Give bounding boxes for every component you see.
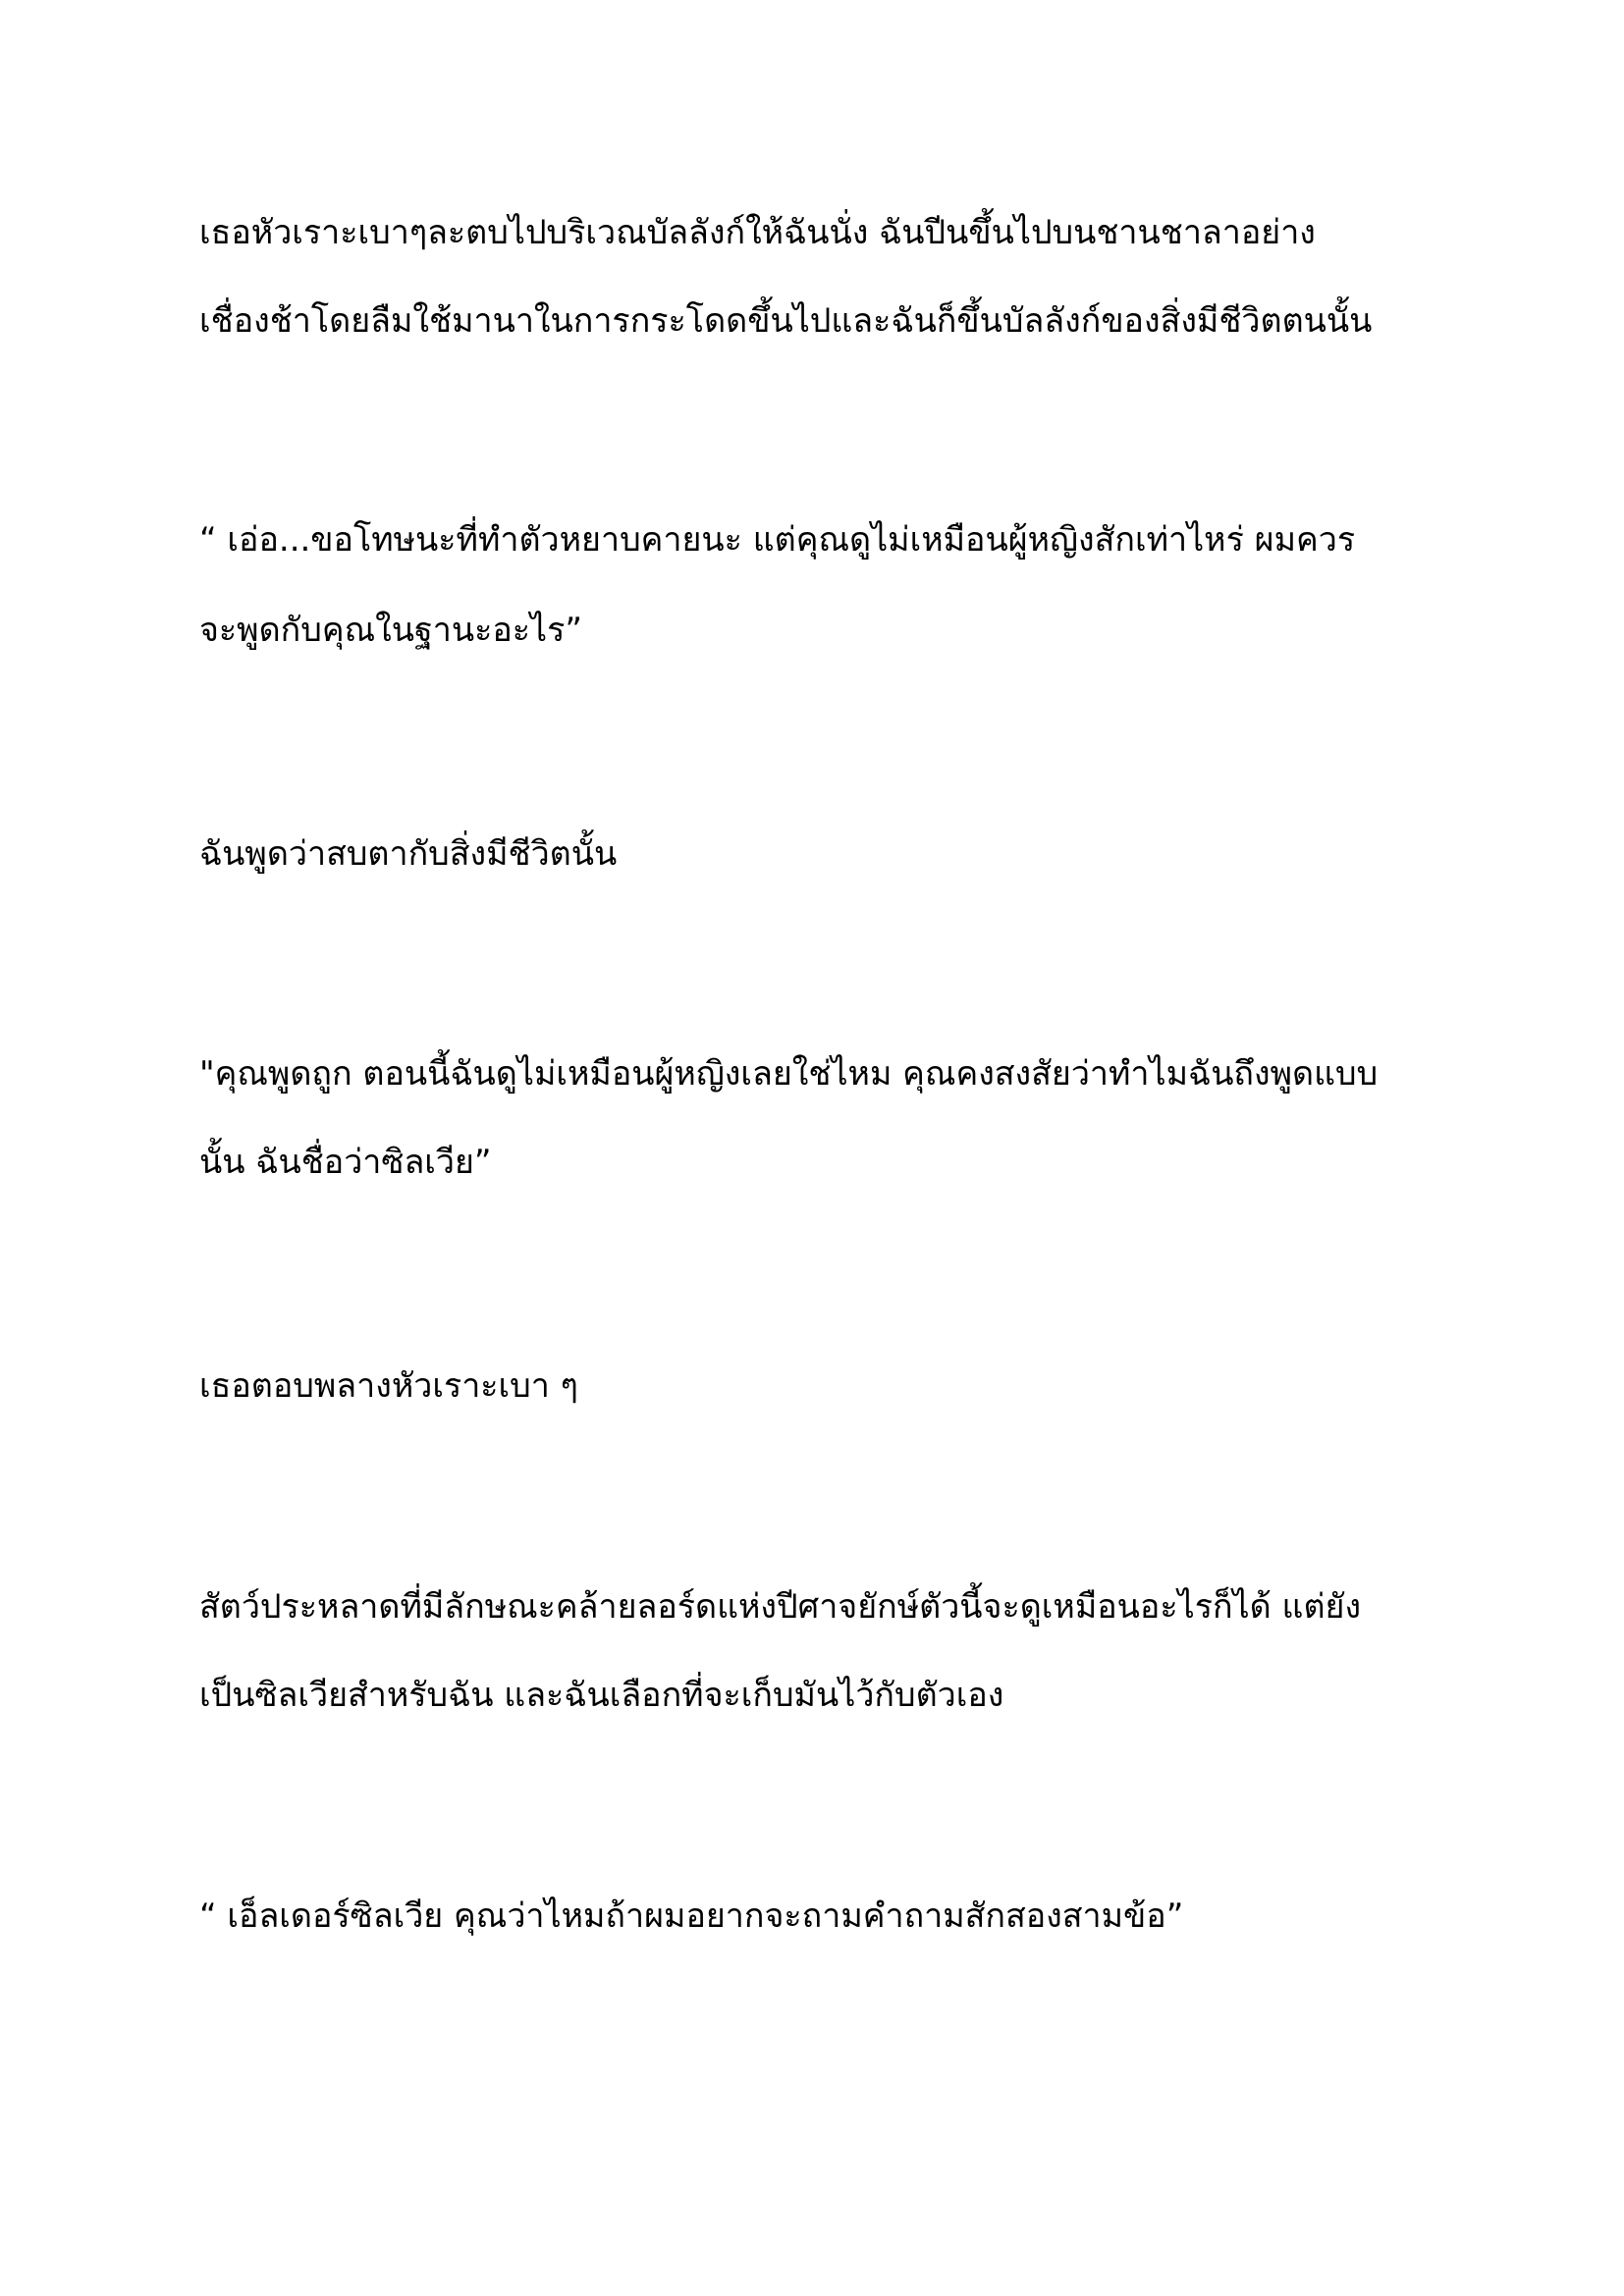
paragraph-2-line-1: “ เอ่อ...ขอโทษนะที่ทำตัวหยาบคายนะ แต่คุณดูไม่เหมือนผู้หญิงสักเท่าไหร่ ผมควร xyxy=(199,520,1356,560)
paragraph-7-line-1: “ เอ็ลเดอร์ซิลเวีย คุณว่าไหมถ้าผมอยากจะถามคำถามสักสองสามข้อ” xyxy=(199,1896,1184,1936)
paragraph-5-line-1: เธอตอบพลางหัวเราะเบา ๆ xyxy=(199,1366,578,1406)
paragraph-6-line-2: เป็นซิลเวียสำหรับฉัน และฉันเลือกที่จะเก็บมันไว้กับตัวเอง xyxy=(199,1676,1004,1715)
paragraph-3-line-1: ฉันพูดว่าสบตากับสิ่งมีชีวิตนั้น xyxy=(199,834,618,874)
paragraph-1-line-2: เชื่องช้าโดยลืมใช้มานาในการกระโดดขึ้นไปและฉันก็ขึ้นบัลลังก์ของสิ่งมีชีวิตตนนั้น xyxy=(199,301,1373,341)
paragraph-2-line-2: จะพูดกับคุณในฐานะอะไร” xyxy=(199,611,582,650)
paragraph-4-line-2: นั้น ฉันชื่อว่าซิลเวีย” xyxy=(199,1143,492,1182)
paragraph-1-line-1: เธอหัวเราะเบาๆละตบไปบริเวณบัลลังก์ให้ฉันนั่ง ฉันปีนขึ้นไปบนชานชาลาอย่าง xyxy=(199,213,1316,252)
paragraph-6-line-1: สัตว์ประหลาดที่มีลักษณะคล้ายลอร์ดแห่งปีศาจยักษ์ตัวนี้จะดูเหมือนอะไรก็ได้ แต่ยัง xyxy=(199,1587,1362,1627)
paragraph-4-line-1: "คุณพูดถูก ตอนนี้ฉันดูไม่เหมือนผู้หญิงเลยใช่ไหม คุณคงสงสัยว่าทำไมฉันถึงพูดแบบ xyxy=(199,1054,1379,1094)
